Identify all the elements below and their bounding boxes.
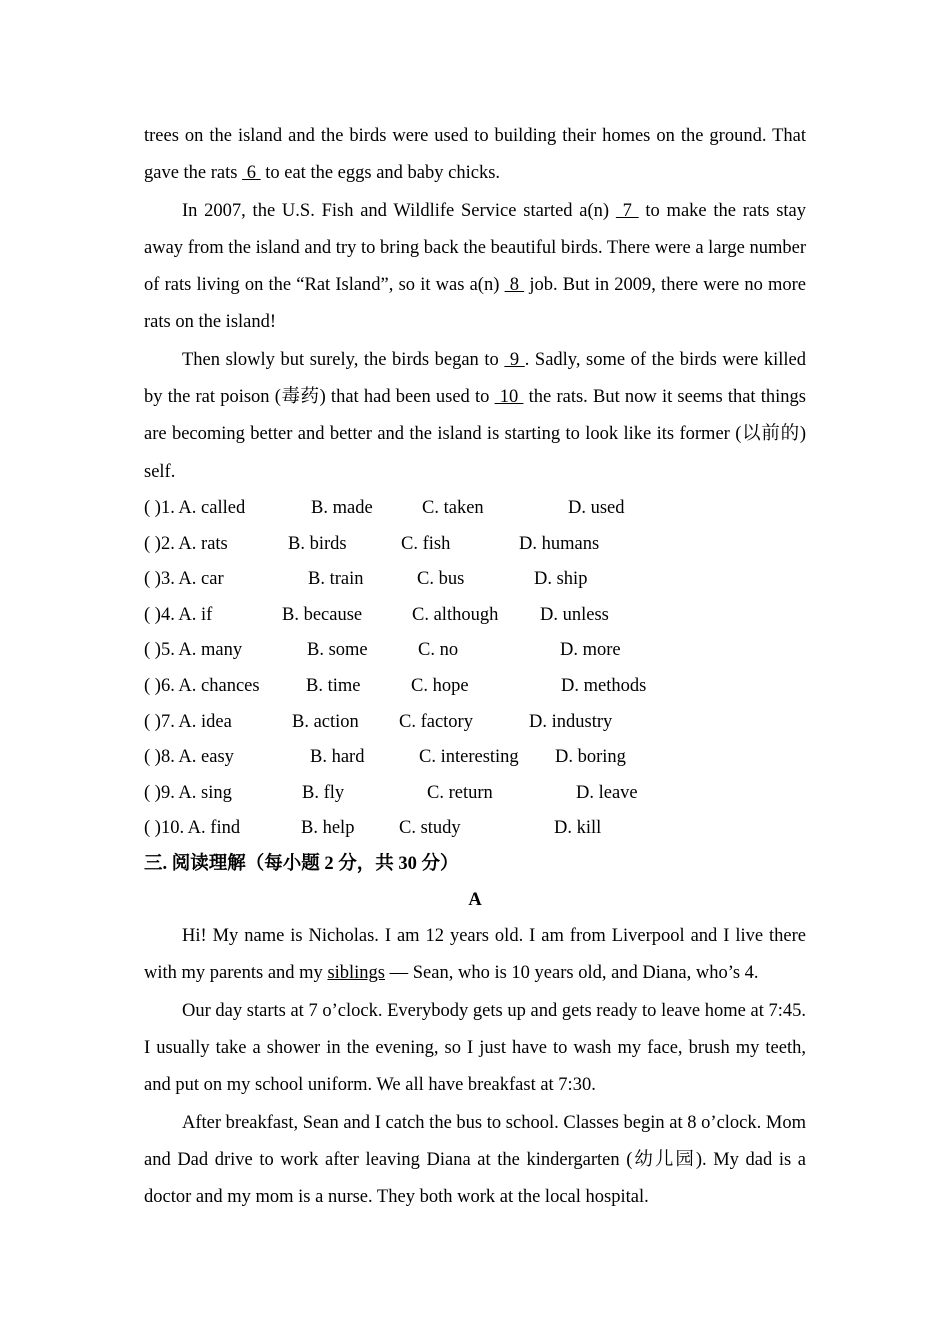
- option-d: D. methods: [561, 675, 647, 696]
- passage-title: A: [468, 889, 482, 910]
- question-row: [144, 633, 806, 669]
- option-b: B. action: [292, 711, 359, 732]
- question-row: [144, 562, 806, 598]
- reading-paragraph-1: [144, 918, 806, 993]
- option-b: B. hard: [310, 747, 365, 768]
- question-number-option-a: ( )1. A. called: [144, 497, 246, 518]
- text-run: Then slowly but surely, the birds began to: [182, 349, 505, 370]
- cloze-paragraph-1: [144, 118, 806, 193]
- question-row: [144, 740, 806, 776]
- reading-paragraph-3: After breakfast, Sean and I catch the bus to school. Classes begin at 8 o’clock. Mom and Dad drive to work after leaving Diana at the kindergarten (幼儿园). My dad is a doctor and my mom is a nurse. They both work at the local hospital.: [144, 1112, 806, 1208]
- blank-6: 6: [242, 163, 261, 184]
- option-c: C. no: [418, 640, 459, 661]
- option-c: C. hope: [411, 675, 469, 696]
- question-row: [144, 811, 806, 847]
- option-d: D. leave: [576, 782, 638, 803]
- question-row: [144, 669, 806, 705]
- question-number-option-a: ( )3. A. car: [144, 569, 224, 590]
- cloze-paragraph-2: [144, 193, 806, 342]
- question-list: [144, 491, 806, 847]
- text-run: trees on the island and the birds were used to building their homes on the ground. That gave the rats: [144, 126, 806, 184]
- option-c: C. taken: [422, 497, 484, 518]
- text-run: Hi! My name is Nicholas. I am 12 years old. I am from Liverpool and I live there with my parents and my: [144, 926, 806, 984]
- document-page: [144, 118, 806, 1216]
- option-b: B. fly: [302, 782, 345, 803]
- option-b: B. some: [307, 640, 368, 661]
- question-number-option-a: ( )6. A. chances: [144, 675, 260, 696]
- text-run: to make the rats stay away from the island and try to bring back the beautiful birds. There were a large number of rats living on the “Rat Island”, so it was a(n): [144, 200, 807, 296]
- option-d: D. boring: [555, 747, 626, 768]
- option-d: D. kill: [554, 818, 602, 839]
- blank-7: 7: [615, 200, 639, 221]
- cloze-paragraph-3: [144, 342, 806, 491]
- option-c: C. factory: [399, 711, 473, 732]
- reading-paragraph-2: Our day starts at 7 o’clock. Everybody gets up and gets ready to leave home at 7:45. I usually take a shower in the evening, so I just have to wash my face, brush my teeth, and put on my school uniform. We all have breakfast at 7:30.: [144, 1000, 806, 1096]
- question-number-option-a: ( )9. A. sing: [144, 782, 232, 803]
- text-run: In 2007, the U.S. Fish and Wildlife Service started a(n): [182, 200, 616, 221]
- question-number-option-a: ( )10. A. find: [144, 818, 241, 839]
- question-number-option-a: ( )2. A. rats: [144, 533, 228, 554]
- option-c: C. interesting: [419, 747, 519, 768]
- question-row: [144, 776, 806, 812]
- option-b: B. made: [311, 497, 373, 518]
- option-b: B. help: [301, 818, 355, 839]
- option-b: B. train: [308, 569, 364, 590]
- question-number-option-a: ( )4. A. if: [144, 604, 213, 625]
- text-run: — Sean, who is 10 years old, and Diana, who’s 4.: [385, 963, 759, 984]
- text-run: the rats. But now it seems that things are becoming better and better and the island is starting to look like its former (以前的) self.: [144, 387, 806, 482]
- question-row: [144, 705, 806, 741]
- option-c: C. although: [412, 604, 499, 625]
- question-row: [144, 598, 806, 634]
- question-row: [144, 491, 806, 527]
- blank-9: 9: [504, 349, 525, 370]
- blank-10: 10: [494, 387, 524, 408]
- option-c: C. study: [399, 818, 461, 839]
- text-run: to eat the eggs and baby chicks.: [260, 163, 501, 184]
- question-number-option-a: ( )5. A. many: [144, 640, 243, 661]
- option-d: D. unless: [540, 604, 609, 625]
- underlined-word: siblings: [327, 963, 386, 984]
- option-b: B. time: [306, 675, 361, 696]
- question-row: [144, 527, 806, 563]
- question-number-option-a: ( )7. A. idea: [144, 711, 232, 732]
- text-run: . Sadly, some of the birds were killed by the rat poison (毒药) that had been used to: [144, 349, 807, 408]
- option-d: D. industry: [529, 711, 613, 732]
- option-d: D. ship: [534, 569, 588, 590]
- blank-8: 8: [504, 275, 525, 296]
- option-b: B. birds: [288, 533, 347, 554]
- option-d: D. used: [568, 497, 625, 518]
- option-d: D. humans: [519, 533, 600, 554]
- option-b: B. because: [282, 604, 363, 625]
- section-heading: 三. 阅读理解（每小题 2 分，共 30 分）: [144, 853, 459, 874]
- option-d: D. more: [560, 640, 621, 661]
- option-c: C. fish: [401, 533, 451, 554]
- option-c: C. return: [427, 782, 493, 803]
- question-number-option-a: ( )8. A. easy: [144, 747, 234, 768]
- text-run: job. But in 2009, there were no more rats on the island!: [144, 275, 807, 333]
- option-c: C. bus: [417, 569, 465, 590]
